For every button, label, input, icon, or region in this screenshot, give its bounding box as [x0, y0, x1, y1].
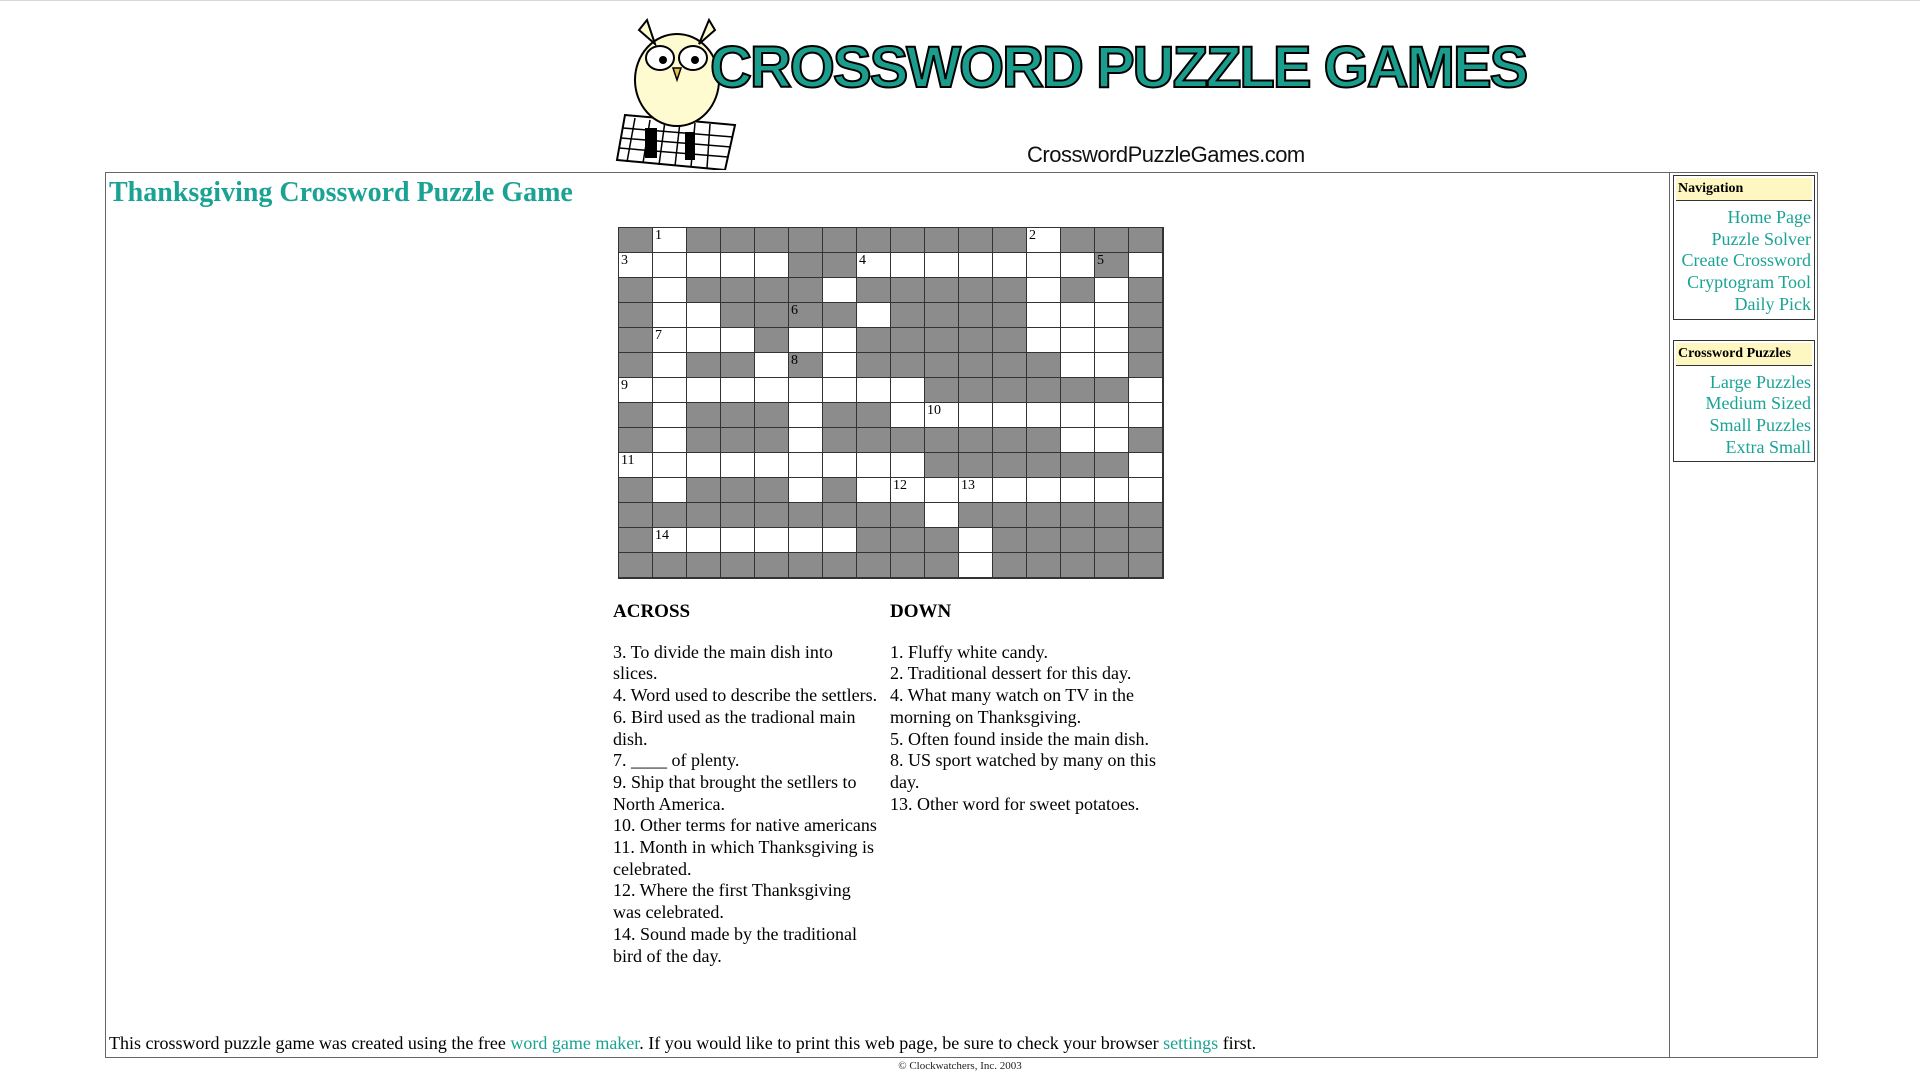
navigation-heading: Navigation: [1676, 178, 1812, 201]
grid-letter-cell[interactable]: [619, 253, 653, 278]
grid-block-cell: [619, 528, 653, 553]
grid-block-cell: [687, 403, 721, 428]
grid-block-cell: [1027, 378, 1061, 403]
grid-block-cell: [1129, 428, 1163, 453]
grid-block-cell: [823, 403, 857, 428]
grid-letter-cell[interactable]: [1129, 253, 1163, 278]
grid-block-cell: [1061, 378, 1095, 403]
down-clue: 5. Often found inside the main dish.: [890, 728, 1149, 749]
grid-block-cell: [993, 228, 1027, 253]
crossword-puzzles-box: [1673, 340, 1815, 463]
grid-letter-cell[interactable]: [1027, 278, 1061, 303]
grid-block-cell: [721, 403, 755, 428]
grid-block-cell: [993, 453, 1027, 478]
grid-letter-cell[interactable]: [653, 353, 687, 378]
grid-letter-cell[interactable]: [1027, 303, 1061, 328]
across-clue: 7. ____ of plenty.: [613, 750, 740, 771]
grid-block-cell: [857, 228, 891, 253]
grid-block-cell: [959, 428, 993, 453]
grid-block-cell: [959, 303, 993, 328]
footer-note: [109, 1033, 1256, 1054]
grid-block-cell: [891, 353, 925, 378]
top-divider: [0, 0, 1920, 1]
grid-block-cell: [1061, 528, 1095, 553]
grid-letter-cell[interactable]: [1095, 428, 1129, 453]
grid-letter-cell[interactable]: [993, 478, 1027, 503]
down-clue: 2. Traditional dessert for this day.: [890, 663, 1132, 684]
grid-block-cell: [925, 278, 959, 303]
across-clues: [613, 601, 881, 967]
clue-number: 5: [1097, 253, 1104, 268]
grid-letter-cell[interactable]: [1095, 303, 1129, 328]
grid-block-cell: [1129, 278, 1163, 303]
clue-number: 6: [791, 303, 798, 318]
grid-block-cell: [755, 503, 789, 528]
grid-block-cell: [1129, 353, 1163, 378]
clue-number: 7: [655, 328, 662, 343]
nav-link-daily-pick[interactable]: Daily Pick: [1734, 293, 1811, 314]
grid-letter-cell[interactable]: [653, 278, 687, 303]
site-logo[interactable]: [615, 10, 1527, 170]
grid-block-cell: [755, 278, 789, 303]
settings-link[interactable]: settings: [1163, 1033, 1219, 1053]
grid-block-cell: [755, 328, 789, 353]
grid-block-cell: [823, 478, 857, 503]
grid-block-cell: [687, 503, 721, 528]
grid-block-cell: [925, 228, 959, 253]
grid-letter-cell[interactable]: [721, 453, 755, 478]
grid-letter-cell[interactable]: [1061, 253, 1095, 278]
grid-block-cell: [1095, 253, 1129, 278]
grid-letter-cell[interactable]: [1061, 353, 1095, 378]
grid-letter-cell[interactable]: [1027, 403, 1061, 428]
grid-letter-cell[interactable]: [1027, 228, 1061, 253]
grid-letter-cell[interactable]: [823, 328, 857, 353]
grid-letter-cell[interactable]: [687, 378, 721, 403]
grid-block-cell: [687, 553, 721, 578]
grid-letter-cell[interactable]: [823, 378, 857, 403]
clue-number: 2: [1029, 228, 1036, 243]
grid-letter-cell[interactable]: [1129, 403, 1163, 428]
grid-block-cell: [755, 478, 789, 503]
grid-block-cell: [687, 228, 721, 253]
grid-block-cell: [1027, 353, 1061, 378]
grid-letter-cell[interactable]: [653, 528, 687, 553]
across-clue: 6. Bird used as the tradional main dish.: [613, 706, 856, 749]
grid-letter-cell[interactable]: [993, 403, 1027, 428]
grid-letter-cell[interactable]: [789, 328, 823, 353]
across-heading: ACROSS: [613, 601, 691, 622]
down-heading: DOWN: [890, 601, 952, 622]
nav-link-home-page[interactable]: Home Page: [1727, 207, 1811, 227]
grid-letter-cell[interactable]: [687, 528, 721, 553]
grid-block-cell: [1095, 528, 1129, 553]
grid-block-cell: [721, 478, 755, 503]
grid-block-cell: [823, 428, 857, 453]
grid-block-cell: [687, 428, 721, 453]
clue-number: 14: [655, 528, 669, 543]
grid-block-cell: [1061, 553, 1095, 578]
navigation-box: [1673, 175, 1815, 320]
clue-number: 3: [621, 253, 628, 268]
grid-block-cell: [959, 228, 993, 253]
grid-letter-cell[interactable]: [687, 303, 721, 328]
grid-letter-cell[interactable]: [755, 253, 789, 278]
grid-block-cell: [721, 228, 755, 253]
nav-link-puzzle-solver[interactable]: Puzzle Solver: [1711, 228, 1811, 249]
grid-block-cell: [653, 503, 687, 528]
grid-letter-cell[interactable]: [1061, 403, 1095, 428]
grid-block-cell: [993, 528, 1027, 553]
across-clue: 9. Ship that brought the setllers to North America.: [613, 771, 857, 814]
grid-block-cell: [857, 528, 891, 553]
grid-letter-cell[interactable]: [891, 378, 925, 403]
grid-block-cell: [993, 303, 1027, 328]
copyright: © Clockwatchers, Inc. 2003: [898, 1060, 1022, 1072]
grid-block-cell: [619, 428, 653, 453]
clue-number: 4: [859, 253, 866, 268]
grid-block-cell: [619, 278, 653, 303]
grid-letter-cell[interactable]: [687, 253, 721, 278]
grid-block-cell: [619, 303, 653, 328]
grid-letter-cell[interactable]: [925, 478, 959, 503]
grid-block-cell: [619, 503, 653, 528]
grid-block-cell: [755, 403, 789, 428]
grid-block-cell: [891, 503, 925, 528]
grid-block-cell: [1061, 228, 1095, 253]
down-clue: 4. What many watch on TV in the morning on Thanksgiving.: [890, 685, 1134, 727]
page-title: Thanksgiving Crossword Puzzle Game: [109, 177, 573, 208]
grid-letter-cell[interactable]: [959, 403, 993, 428]
grid-letter-cell[interactable]: [1095, 478, 1129, 503]
word-game-maker-link[interactable]: word game maker: [510, 1033, 640, 1053]
down-clues: [890, 601, 1170, 815]
grid-block-cell: [1027, 553, 1061, 578]
grid-block-cell: [1095, 453, 1129, 478]
grid-block-cell: [789, 303, 823, 328]
puzzles-link-small[interactable]: Small Puzzles: [1709, 414, 1811, 435]
grid-letter-cell[interactable]: [1129, 453, 1163, 478]
grid-letter-cell[interactable]: [789, 428, 823, 453]
grid-letter-cell[interactable]: [653, 228, 687, 253]
grid-block-cell: [755, 228, 789, 253]
grid-letter-cell[interactable]: [1061, 303, 1095, 328]
grid-block-cell: [619, 353, 653, 378]
grid-block-cell: [721, 553, 755, 578]
grid-letter-cell[interactable]: [687, 328, 721, 353]
grid-letter-cell[interactable]: [653, 303, 687, 328]
grid-block-cell: [959, 353, 993, 378]
grid-block-cell: [1095, 378, 1129, 403]
grid-letter-cell[interactable]: [1061, 478, 1095, 503]
grid-block-cell: [891, 528, 925, 553]
grid-block-cell: [619, 228, 653, 253]
grid-block-cell: [925, 428, 959, 453]
down-clue: 13. Other word for sweet potatoes.: [890, 793, 1140, 814]
footer-text-after: first.: [1218, 1033, 1257, 1053]
grid-block-cell: [1129, 328, 1163, 353]
clue-number: 12: [893, 478, 907, 493]
grid-block-cell: [687, 278, 721, 303]
grid-block-cell: [959, 503, 993, 528]
grid-letter-cell[interactable]: [1061, 328, 1095, 353]
grid-block-cell: [1027, 428, 1061, 453]
grid-block-cell: [993, 503, 1027, 528]
grid-letter-cell[interactable]: [959, 478, 993, 503]
grid-block-cell: [925, 328, 959, 353]
grid-block-cell: [789, 503, 823, 528]
grid-letter-cell[interactable]: [857, 378, 891, 403]
grid-block-cell: [857, 278, 891, 303]
grid-block-cell: [755, 303, 789, 328]
grid-letter-cell[interactable]: [1027, 328, 1061, 353]
puzzles-link-extra-small[interactable]: Extra Small: [1725, 436, 1811, 457]
grid-letter-cell[interactable]: [653, 403, 687, 428]
grid-block-cell: [857, 328, 891, 353]
grid-block-cell: [993, 353, 1027, 378]
grid-letter-cell[interactable]: [721, 378, 755, 403]
grid-letter-cell[interactable]: [789, 478, 823, 503]
grid-letter-cell[interactable]: [1095, 278, 1129, 303]
grid-block-cell: [993, 328, 1027, 353]
grid-block-cell: [891, 553, 925, 578]
grid-letter-cell[interactable]: [823, 528, 857, 553]
grid-block-cell: [925, 528, 959, 553]
grid-block-cell: [993, 428, 1027, 453]
grid-block-cell: [1129, 228, 1163, 253]
grid-block-cell: [993, 278, 1027, 303]
sidebar: [1673, 173, 1818, 462]
grid-letter-cell[interactable]: [1129, 378, 1163, 403]
nav-link-cryptogram-tool[interactable]: Cryptogram Tool: [1687, 272, 1811, 293]
grid-block-cell: [789, 228, 823, 253]
grid-letter-cell[interactable]: [755, 378, 789, 403]
grid-block-cell: [1129, 553, 1163, 578]
grid-letter-cell[interactable]: [721, 328, 755, 353]
grid-letter-cell[interactable]: [1095, 328, 1129, 353]
crossword-puzzles-heading: Crossword Puzzles: [1676, 343, 1812, 366]
grid-block-cell: [721, 353, 755, 378]
content-column: [106, 173, 1670, 1057]
grid-block-cell: [789, 278, 823, 303]
grid-block-cell: [721, 428, 755, 453]
grid-block-cell: [1027, 528, 1061, 553]
grid-block-cell: [789, 353, 823, 378]
grid-letter-cell[interactable]: [653, 478, 687, 503]
grid-block-cell: [1129, 528, 1163, 553]
grid-block-cell: [619, 403, 653, 428]
grid-block-cell: [959, 453, 993, 478]
grid-block-cell: [1095, 503, 1129, 528]
grid-letter-cell[interactable]: [1027, 253, 1061, 278]
clue-number: 8: [791, 353, 798, 368]
grid-block-cell: [925, 353, 959, 378]
grid-block-cell: [1095, 228, 1129, 253]
footer-text-middle: . If you would like to print this web page, be sure to check your browser: [639, 1033, 1164, 1053]
clue-number: 13: [961, 478, 975, 493]
grid-letter-cell[interactable]: [1129, 478, 1163, 503]
grid-block-cell: [619, 553, 653, 578]
grid-block-cell: [925, 553, 959, 578]
grid-block-cell: [857, 553, 891, 578]
grid-block-cell: [891, 428, 925, 453]
grid-block-cell: [823, 228, 857, 253]
grid-block-cell: [823, 553, 857, 578]
down-clue: 8. US sport watched by many on this day.: [890, 750, 1156, 792]
grid-letter-cell[interactable]: [993, 253, 1027, 278]
grid-letter-cell[interactable]: [653, 253, 687, 278]
grid-letter-cell[interactable]: [755, 453, 789, 478]
clue-number: 1: [655, 228, 662, 243]
grid-letter-cell[interactable]: [653, 328, 687, 353]
across-clue: 12. Where the first Thanksgiving was celebrated.: [613, 880, 851, 923]
across-clue: 10. Other terms for native americans: [613, 815, 877, 836]
grid-letter-cell[interactable]: [789, 453, 823, 478]
grid-block-cell: [993, 378, 1027, 403]
grid-block-cell: [1129, 503, 1163, 528]
grid-block-cell: [823, 503, 857, 528]
grid-letter-cell[interactable]: [857, 253, 891, 278]
grid-letter-cell[interactable]: [857, 303, 891, 328]
grid-letter-cell[interactable]: [959, 553, 993, 578]
grid-letter-cell[interactable]: [925, 253, 959, 278]
grid-block-cell: [857, 428, 891, 453]
grid-block-cell: [721, 303, 755, 328]
grid-letter-cell[interactable]: [891, 478, 925, 503]
grid-letter-cell[interactable]: [755, 353, 789, 378]
grid-letter-cell[interactable]: [1027, 478, 1061, 503]
grid-letter-cell[interactable]: [1095, 353, 1129, 378]
logo-url: CrosswordPuzzleGames.com: [1027, 142, 1305, 167]
grid-block-cell: [959, 328, 993, 353]
logo-title: CROSSWORD PUZZLE GAMES: [710, 35, 1527, 100]
grid-letter-cell[interactable]: [789, 378, 823, 403]
across-clue: 4. Word used to describe the settlers.: [613, 685, 878, 706]
grid-block-cell: [1027, 453, 1061, 478]
grid-block-cell: [619, 328, 653, 353]
grid-letter-cell[interactable]: [789, 403, 823, 428]
puzzles-link-large[interactable]: Large Puzzles: [1709, 371, 1811, 392]
grid-block-cell: [925, 453, 959, 478]
puzzles-link-medium[interactable]: Medium Sized: [1705, 393, 1811, 414]
down-clue: 1. Fluffy white candy.: [890, 641, 1048, 662]
grid-letter-cell[interactable]: [925, 503, 959, 528]
grid-letter-cell[interactable]: [857, 453, 891, 478]
grid-letter-cell[interactable]: [653, 428, 687, 453]
grid-block-cell: [823, 253, 857, 278]
grid-letter-cell[interactable]: [1061, 428, 1095, 453]
grid-block-cell: [1095, 553, 1129, 578]
footer-text-before: This crossword puzzle game was created using the free: [109, 1033, 511, 1053]
grid-block-cell: [721, 503, 755, 528]
grid-block-cell: [891, 228, 925, 253]
grid-block-cell: [619, 478, 653, 503]
grid-block-cell: [1061, 278, 1095, 303]
grid-letter-cell[interactable]: [823, 278, 857, 303]
grid-letter-cell[interactable]: [857, 478, 891, 503]
grid-block-cell: [891, 303, 925, 328]
across-clue: 11. Month in which Thanksgiving is celebrated.: [613, 837, 874, 879]
grid-letter-cell[interactable]: [891, 253, 925, 278]
grid-letter-cell[interactable]: [959, 253, 993, 278]
grid-block-cell: [789, 553, 823, 578]
grid-letter-cell[interactable]: [1095, 403, 1129, 428]
grid-block-cell: [857, 503, 891, 528]
grid-letter-cell[interactable]: [653, 378, 687, 403]
across-clue: 14. Sound made by the traditional bird of the day.: [613, 923, 857, 966]
main-frame: [105, 172, 1818, 1058]
grid-block-cell: [687, 353, 721, 378]
grid-block-cell: [857, 403, 891, 428]
clue-number: 9: [621, 378, 628, 393]
grid-letter-cell[interactable]: [721, 528, 755, 553]
grid-block-cell: [789, 253, 823, 278]
grid-block-cell: [721, 278, 755, 303]
clue-number: 11: [621, 453, 635, 468]
grid-letter-cell[interactable]: [823, 353, 857, 378]
clue-number: 10: [927, 403, 941, 418]
grid-block-cell: [755, 553, 789, 578]
grid-block-cell: [993, 553, 1027, 578]
grid-letter-cell[interactable]: [619, 453, 653, 478]
grid-block-cell: [1061, 453, 1095, 478]
grid-letter-cell[interactable]: [721, 253, 755, 278]
grid-letter-cell[interactable]: [653, 453, 687, 478]
grid-block-cell: [959, 378, 993, 403]
grid-block-cell: [925, 378, 959, 403]
grid-block-cell: [1129, 303, 1163, 328]
grid-block-cell: [925, 303, 959, 328]
grid-letter-cell[interactable]: [959, 528, 993, 553]
grid-block-cell: [687, 478, 721, 503]
grid-letter-cell[interactable]: [891, 453, 925, 478]
grid-block-cell: [959, 278, 993, 303]
grid-letter-cell[interactable]: [687, 453, 721, 478]
grid-letter-cell[interactable]: [823, 453, 857, 478]
grid-letter-cell[interactable]: [789, 528, 823, 553]
grid-block-cell: [891, 278, 925, 303]
grid-block-cell: [653, 553, 687, 578]
crossword-grid: [618, 227, 1164, 579]
across-clue: 3. To divide the main dish into slices.: [613, 641, 833, 684]
grid-block-cell: [755, 428, 789, 453]
grid-block-cell: [857, 353, 891, 378]
grid-letter-cell[interactable]: [619, 378, 653, 403]
grid-block-cell: [891, 328, 925, 353]
grid-letter-cell[interactable]: [755, 528, 789, 553]
grid-letter-cell[interactable]: [891, 403, 925, 428]
grid-letter-cell[interactable]: [925, 403, 959, 428]
grid-block-cell: [823, 303, 857, 328]
nav-link-create-crossword[interactable]: Create Crossword: [1681, 250, 1811, 271]
grid-block-cell: [1027, 503, 1061, 528]
grid-block-cell: [1061, 503, 1095, 528]
